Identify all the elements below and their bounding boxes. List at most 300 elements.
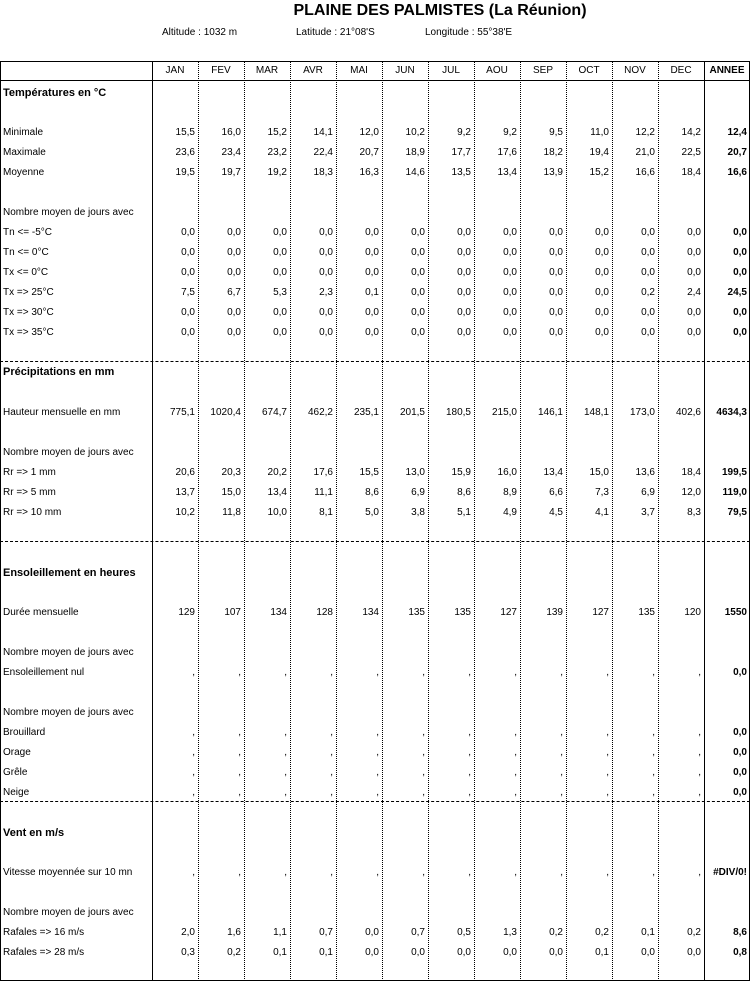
row-label: Ensoleillement nul — [3, 667, 85, 678]
row-label: Vitesse moyennée sur 10 mn — [3, 867, 133, 878]
table-row — [0, 926, 750, 940]
row-label: Moyenne — [3, 167, 45, 178]
month-value: 0,0 — [595, 247, 609, 258]
month-value: 13,4 — [497, 167, 517, 178]
month-value: , — [238, 667, 241, 678]
month-value: 0,7 — [411, 927, 425, 938]
annual-value: 0,0 — [733, 667, 747, 678]
month-value: 20,6 — [175, 467, 195, 478]
month-value: , — [422, 667, 425, 678]
month-value: , — [698, 667, 701, 678]
month-value: 11,0 — [590, 127, 609, 138]
month-value: 15,5 — [175, 127, 195, 138]
month-value: 15,9 — [451, 467, 471, 478]
month-value: 0,0 — [595, 287, 609, 298]
month-value: 0,0 — [181, 247, 195, 258]
month-value: 5,1 — [457, 507, 471, 518]
month-value: 0,0 — [641, 947, 655, 958]
month-value: , — [652, 727, 655, 738]
month-value: , — [514, 867, 517, 878]
month-value: 12,0 — [681, 487, 701, 498]
annual-value: 0,0 — [733, 327, 747, 338]
month-value: , — [422, 727, 425, 738]
month-value: 2,4 — [687, 287, 701, 298]
month-value: , — [514, 667, 517, 678]
month-value: , — [560, 787, 563, 798]
month-value: , — [698, 867, 701, 878]
month-value: 17,7 — [451, 147, 471, 158]
row-label: Rafales => 16 m/s — [3, 927, 85, 938]
table-row — [0, 946, 750, 960]
month-value: 0,0 — [411, 267, 425, 278]
month-value: 0,1 — [365, 287, 379, 298]
month-value: 14,2 — [681, 127, 701, 138]
month-value: 0,0 — [273, 327, 287, 338]
row-label: Brouillard — [3, 727, 46, 738]
station-title: PLAINE DES PALMISTES (La Réunion) — [293, 2, 587, 19]
month-value: 128 — [316, 607, 333, 618]
row-divider — [0, 980, 750, 981]
section-row — [0, 566, 750, 580]
month-value: 13,4 — [543, 467, 563, 478]
month-value: 0,0 — [365, 227, 379, 238]
month-value: , — [698, 747, 701, 758]
month-value: 0,0 — [457, 327, 471, 338]
table-row — [0, 246, 750, 260]
month-value: 14,1 — [313, 127, 333, 138]
month-value: 20,3 — [221, 467, 241, 478]
month-value: 0,0 — [641, 267, 655, 278]
row-label: Nombre moyen de jours avec — [3, 907, 134, 918]
month-value: , — [514, 747, 517, 758]
month-value: 0,0 — [503, 247, 517, 258]
annual-value: 0,0 — [733, 787, 747, 798]
month-value: , — [606, 787, 609, 798]
month-value: 135 — [454, 607, 471, 618]
month-value: 0,0 — [411, 307, 425, 318]
annual-value: 24,5 — [727, 287, 747, 298]
month-value: 0,7 — [319, 927, 333, 938]
column-header: ANNEE — [709, 65, 745, 76]
month-value: 0,0 — [549, 327, 563, 338]
row-label: Minimale — [3, 127, 44, 138]
month-value: 0,0 — [319, 327, 333, 338]
annual-value: 1550 — [724, 607, 747, 618]
month-value: 0,0 — [365, 947, 379, 958]
column-divider — [520, 61, 521, 981]
month-value: 0,0 — [181, 327, 195, 338]
row-label: Orage — [3, 747, 31, 758]
row-label: Rafales => 28 m/s — [3, 947, 85, 958]
month-value: 22,5 — [681, 147, 701, 158]
month-value: 0,0 — [503, 287, 517, 298]
month-value: 1020,4 — [210, 407, 241, 418]
month-value: , — [192, 867, 195, 878]
month-value: , — [238, 787, 241, 798]
month-value: 0,0 — [687, 267, 701, 278]
month-value: , — [560, 767, 563, 778]
month-value: 4,1 — [595, 507, 609, 518]
month-value: , — [514, 787, 517, 798]
month-value: 1,1 — [273, 927, 287, 938]
month-value: 129 — [178, 607, 195, 618]
row-label: Tx => 30°C — [3, 307, 54, 318]
row-label: Rr => 10 mm — [3, 507, 62, 518]
month-value: , — [330, 767, 333, 778]
month-value: , — [422, 867, 425, 878]
month-value: 12,2 — [635, 127, 655, 138]
month-value: 15,0 — [589, 467, 609, 478]
month-value: , — [192, 747, 195, 758]
month-value: 180,5 — [445, 407, 471, 418]
month-value: 21,0 — [635, 147, 655, 158]
month-value: 235,1 — [353, 407, 379, 418]
month-value: , — [422, 767, 425, 778]
month-value: 0,1 — [641, 927, 655, 938]
column-divider — [704, 61, 705, 981]
month-value: 13,7 — [175, 487, 195, 498]
month-value: , — [376, 747, 379, 758]
month-value: 0,0 — [319, 227, 333, 238]
month-value: 9,2 — [457, 127, 471, 138]
month-value: , — [468, 867, 471, 878]
month-value: 0,0 — [503, 327, 517, 338]
column-header: JUL — [442, 65, 460, 76]
month-value: , — [284, 667, 287, 678]
month-value: 7,5 — [181, 287, 195, 298]
month-value: 0,0 — [687, 227, 701, 238]
month-value: 23,4 — [221, 147, 241, 158]
table-row — [0, 206, 750, 220]
month-value: , — [284, 787, 287, 798]
month-value: 0,0 — [365, 327, 379, 338]
month-value: 22,4 — [313, 147, 333, 158]
column-header: AVR — [303, 65, 323, 76]
annual-value: 0,0 — [733, 747, 747, 758]
column-divider — [244, 61, 245, 981]
month-value: , — [560, 667, 563, 678]
month-value: 15,0 — [221, 487, 241, 498]
month-value: 0,0 — [549, 307, 563, 318]
row-divider — [0, 61, 750, 62]
table-row — [0, 226, 750, 240]
month-value: , — [192, 767, 195, 778]
month-value: 0,0 — [549, 287, 563, 298]
month-value: 16,6 — [635, 167, 655, 178]
annual-value: 0,0 — [733, 767, 747, 778]
month-value: 23,2 — [267, 147, 287, 158]
month-value: 2,3 — [319, 287, 333, 298]
column-divider — [198, 61, 199, 981]
month-value: 0,0 — [365, 307, 379, 318]
month-value: 215,0 — [491, 407, 517, 418]
month-value: 16,0 — [221, 127, 241, 138]
month-value: 16,0 — [497, 467, 517, 478]
month-value: 13,9 — [543, 167, 563, 178]
column-header: DEC — [670, 65, 692, 76]
column-header: MAI — [350, 65, 368, 76]
month-value: 13,6 — [635, 467, 655, 478]
month-value: 0,0 — [549, 947, 563, 958]
section-row — [0, 826, 750, 840]
month-value: 146,1 — [537, 407, 563, 418]
month-value: , — [284, 747, 287, 758]
annual-value: 199,5 — [721, 467, 747, 478]
month-value: 0,0 — [181, 267, 195, 278]
month-value: 0,0 — [227, 227, 241, 238]
month-value: 0,0 — [687, 947, 701, 958]
table-row — [0, 786, 750, 800]
month-value: , — [652, 767, 655, 778]
table-row — [0, 486, 750, 500]
annual-value: 0,0 — [733, 307, 747, 318]
month-value: , — [238, 747, 241, 758]
row-label: Tn <= -5°C — [3, 227, 53, 238]
month-value: 16,3 — [359, 167, 379, 178]
section-title: Vent en m/s — [3, 827, 65, 839]
month-value: 19,2 — [267, 167, 287, 178]
column-header: AOU — [486, 65, 508, 76]
table-row — [0, 126, 750, 140]
month-value: 0,0 — [411, 227, 425, 238]
annual-value: 0,0 — [733, 227, 747, 238]
month-value: 0,3 — [181, 947, 195, 958]
month-value: 0,1 — [319, 947, 333, 958]
month-value: 20,7 — [359, 147, 379, 158]
month-value: 0,0 — [549, 227, 563, 238]
month-value: , — [330, 667, 333, 678]
month-value: 13,4 — [267, 487, 287, 498]
table-row — [0, 606, 750, 620]
row-label: Maximale — [3, 147, 46, 158]
month-value: 0,0 — [503, 227, 517, 238]
month-value: 6,9 — [641, 487, 655, 498]
annual-value: 0,8 — [733, 947, 747, 958]
table-row — [0, 166, 750, 180]
month-value: , — [560, 747, 563, 758]
month-value: , — [606, 767, 609, 778]
column-divider — [290, 61, 291, 981]
month-value: , — [514, 767, 517, 778]
month-value: 0,0 — [273, 307, 287, 318]
month-value: 0,0 — [595, 327, 609, 338]
month-value: 0,0 — [227, 247, 241, 258]
month-value: 201,5 — [399, 407, 425, 418]
month-value: 11,8 — [222, 507, 241, 518]
month-value: , — [376, 727, 379, 738]
month-value: 120 — [684, 607, 701, 618]
month-value: , — [468, 767, 471, 778]
month-value: 3,7 — [641, 507, 655, 518]
table-row — [0, 266, 750, 280]
month-value: 14,6 — [405, 167, 425, 178]
month-value: 674,7 — [261, 407, 287, 418]
table-row — [0, 306, 750, 320]
table-row — [0, 706, 750, 720]
month-value: 0,0 — [457, 247, 471, 258]
month-value: 148,1 — [583, 407, 609, 418]
column-header: NOV — [624, 65, 646, 76]
month-value: , — [652, 867, 655, 878]
table-row — [0, 906, 750, 920]
month-value: 0,0 — [227, 267, 241, 278]
table-row — [0, 646, 750, 660]
table-row — [0, 766, 750, 780]
month-value: 0,0 — [457, 267, 471, 278]
month-value: 15,2 — [589, 167, 609, 178]
annual-value: 0,0 — [733, 247, 747, 258]
month-value: 0,0 — [687, 307, 701, 318]
month-value: 6,9 — [411, 487, 425, 498]
row-divider — [0, 541, 750, 542]
row-label: Tn <= 0°C — [3, 247, 49, 258]
month-value: 8,3 — [687, 507, 701, 518]
month-value: 0,0 — [365, 267, 379, 278]
annual-value: 119,0 — [722, 487, 747, 498]
longitude-text: Longitude : 55°38'E — [425, 27, 513, 38]
month-value: 107 — [224, 607, 241, 618]
month-value: 0,0 — [503, 267, 517, 278]
month-value: 0,0 — [687, 247, 701, 258]
month-value: , — [284, 727, 287, 738]
month-value: 9,2 — [503, 127, 517, 138]
month-value: 1,6 — [227, 927, 241, 938]
row-label: Nombre moyen de jours avec — [3, 447, 134, 458]
month-value: 127 — [500, 607, 517, 618]
month-value: , — [330, 747, 333, 758]
month-value: 13,5 — [451, 167, 471, 178]
annual-value: 12,4 — [727, 127, 747, 138]
month-value: 0,0 — [457, 287, 471, 298]
month-value: 12,0 — [359, 127, 379, 138]
column-divider — [612, 61, 613, 981]
row-label: Rr => 1 mm — [3, 467, 56, 478]
month-value: 18,2 — [543, 147, 563, 158]
month-value: 173,0 — [629, 407, 655, 418]
month-value: 0,0 — [227, 307, 241, 318]
month-value: , — [468, 747, 471, 758]
annual-value: 0,0 — [733, 727, 747, 738]
month-value: , — [652, 787, 655, 798]
latitude-text: Latitude : 21°08'S — [296, 27, 375, 38]
column-header: JAN — [165, 65, 185, 76]
month-value: 0,0 — [319, 267, 333, 278]
month-value: 18,9 — [405, 147, 425, 158]
month-value: 23,6 — [175, 147, 195, 158]
month-value: 0,0 — [319, 307, 333, 318]
month-value: , — [606, 667, 609, 678]
month-value: , — [606, 867, 609, 878]
month-value: , — [698, 767, 701, 778]
row-label: Hauteur mensuelle en mm — [3, 407, 121, 418]
month-value: 0,0 — [411, 287, 425, 298]
month-value: 0,0 — [457, 947, 471, 958]
month-value: 0,0 — [365, 927, 379, 938]
month-value: 0,0 — [273, 247, 287, 258]
month-value: 18,4 — [681, 467, 701, 478]
month-value: 20,2 — [267, 467, 287, 478]
month-value: 8,9 — [503, 487, 517, 498]
month-value: 3,8 — [411, 507, 425, 518]
month-value: 5,0 — [365, 507, 379, 518]
column-header: OCT — [578, 65, 600, 76]
month-value: 0,2 — [227, 947, 241, 958]
month-value: , — [560, 867, 563, 878]
column-divider — [382, 61, 383, 981]
annual-value: 0,0 — [733, 267, 747, 278]
month-value: 135 — [638, 607, 655, 618]
month-value: 18,4 — [681, 167, 701, 178]
month-value: 9,5 — [549, 127, 563, 138]
month-value: 6,7 — [227, 287, 241, 298]
month-value: , — [560, 727, 563, 738]
month-value: 0,0 — [181, 307, 195, 318]
row-label: Tx => 35°C — [3, 327, 54, 338]
month-value: 134 — [270, 607, 287, 618]
month-value: 1,3 — [503, 927, 517, 938]
row-label: Tx <= 0°C — [3, 267, 49, 278]
month-value: 10,2 — [175, 507, 195, 518]
month-value: , — [192, 787, 195, 798]
column-divider — [336, 61, 337, 981]
annual-value: 20,7 — [727, 147, 747, 158]
month-value: 0,0 — [411, 327, 425, 338]
month-value: , — [698, 787, 701, 798]
month-value: , — [238, 867, 241, 878]
month-value: 15,5 — [359, 467, 379, 478]
section-row — [0, 365, 750, 379]
month-value: 13,0 — [405, 467, 425, 478]
month-value: 6,6 — [549, 487, 563, 498]
month-value: 0,0 — [457, 307, 471, 318]
month-value: , — [330, 867, 333, 878]
section-row — [0, 86, 750, 100]
month-value: , — [330, 727, 333, 738]
row-label: Durée mensuelle — [3, 607, 79, 618]
month-value: 4,5 — [549, 507, 563, 518]
month-value: , — [238, 767, 241, 778]
month-value: , — [468, 667, 471, 678]
month-value: , — [376, 667, 379, 678]
month-value: 4,9 — [503, 507, 517, 518]
month-value: 0,1 — [273, 947, 287, 958]
month-value: 8,1 — [319, 507, 333, 518]
row-label: Rr => 5 mm — [3, 487, 56, 498]
month-value: 0,1 — [595, 947, 609, 958]
month-value: 18,3 — [313, 167, 333, 178]
month-value: 0,0 — [641, 247, 655, 258]
month-value: 19,4 — [589, 147, 609, 158]
table-row — [0, 866, 750, 880]
section-title: Précipitations en mm — [3, 366, 115, 378]
column-divider — [152, 61, 153, 981]
month-value: 2,0 — [181, 927, 195, 938]
month-value: 139 — [546, 607, 563, 618]
month-value: , — [422, 747, 425, 758]
month-value: 0,0 — [227, 327, 241, 338]
table-row — [0, 746, 750, 760]
row-label: Grêle — [3, 767, 28, 778]
altitude-text: Altitude : 1032 m — [162, 27, 238, 38]
table-row — [0, 466, 750, 480]
column-header: SEP — [532, 65, 553, 76]
month-value: , — [652, 667, 655, 678]
table-row — [0, 666, 750, 680]
month-value: , — [422, 787, 425, 798]
table-row — [0, 506, 750, 520]
month-value: , — [284, 767, 287, 778]
table-row — [0, 146, 750, 160]
